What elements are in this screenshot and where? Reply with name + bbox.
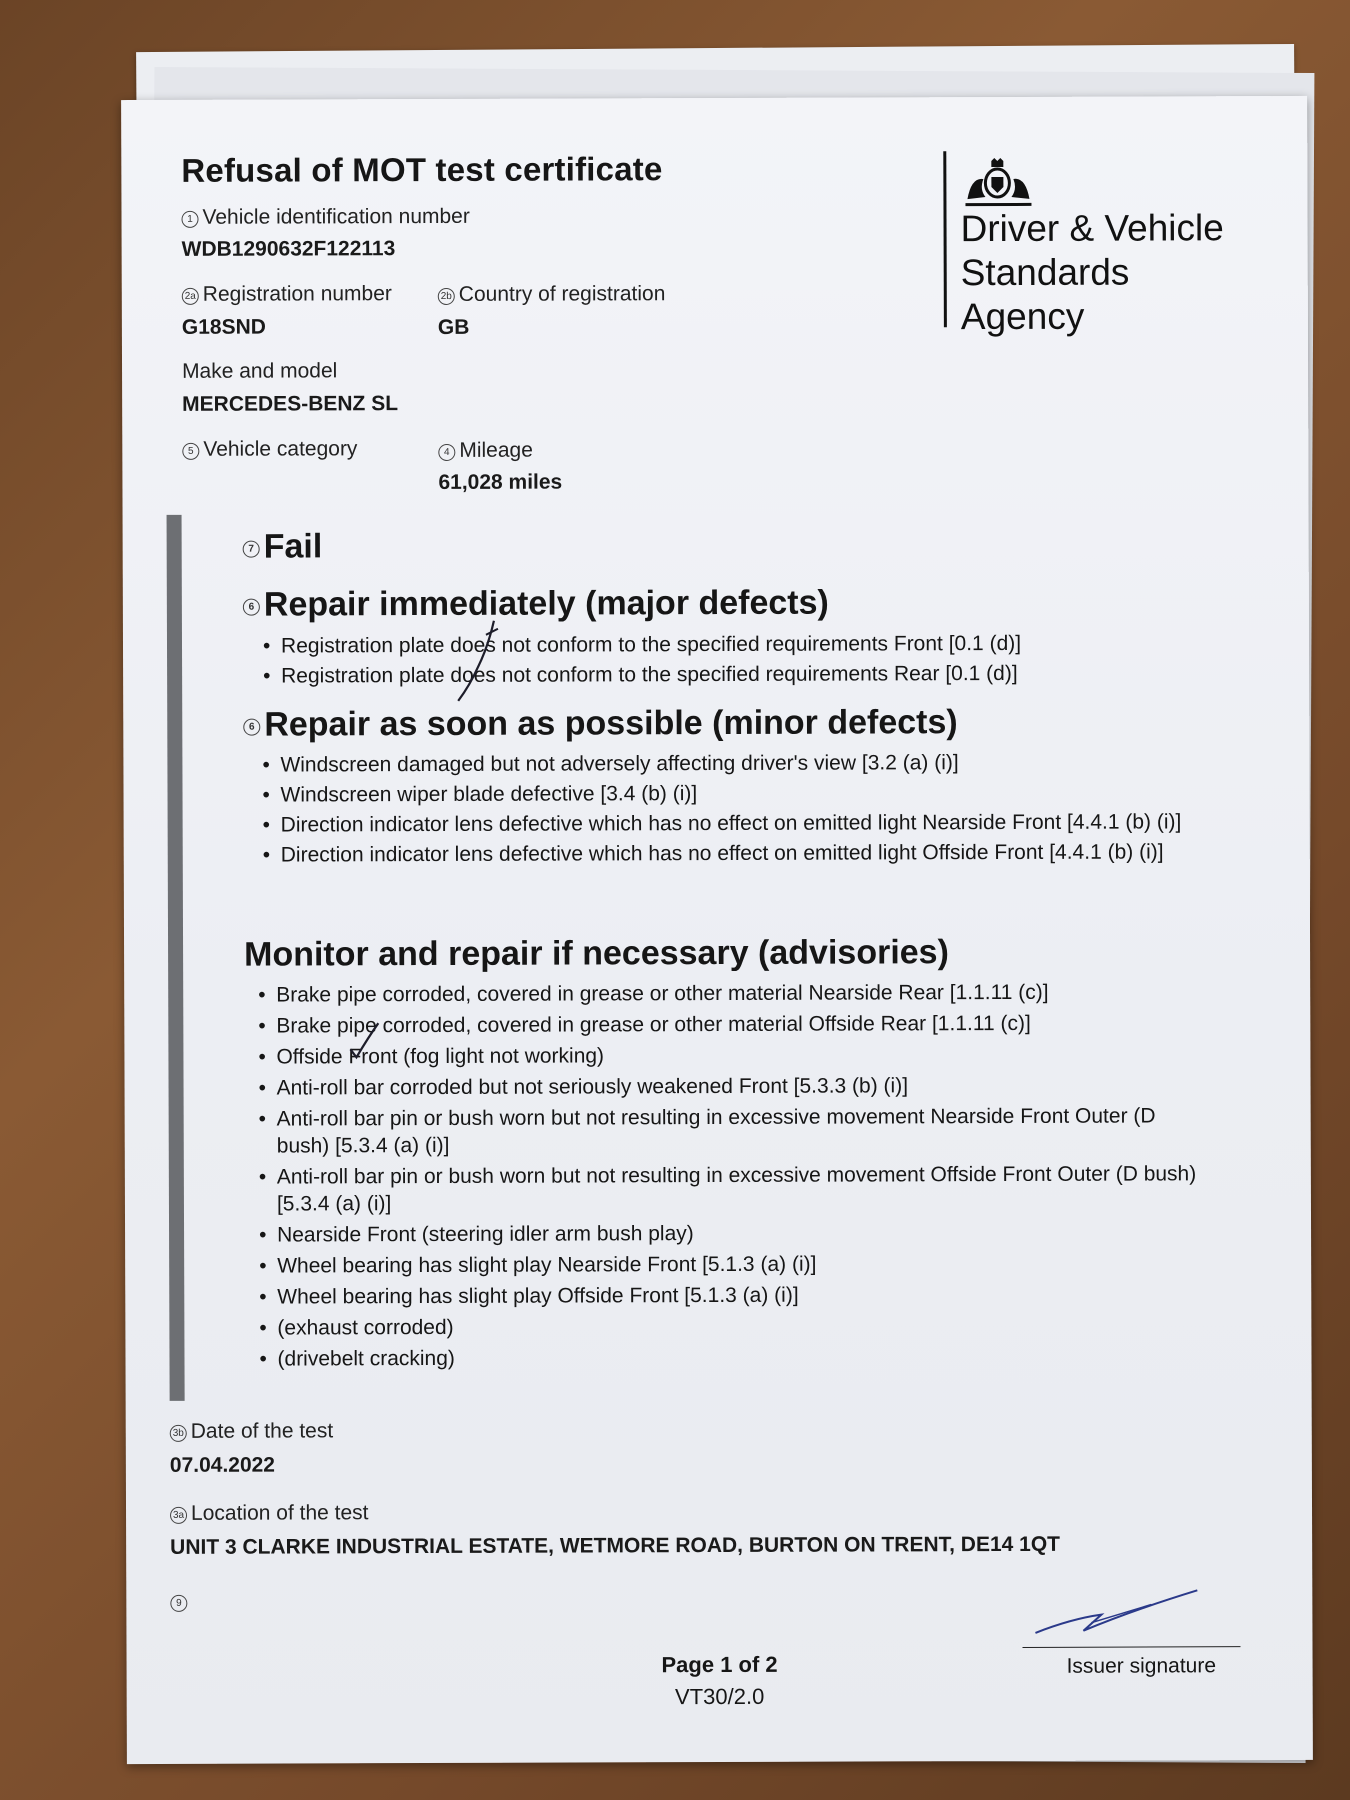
vin-value: WDB1290632F122113 — [181, 237, 396, 261]
country-label: Country of registration — [458, 282, 666, 306]
vin-label: Vehicle identification number — [202, 204, 470, 229]
agency-line-1: Driver & Vehicle — [960, 207, 1224, 250]
list-item: • Direction indicator lens defective which has no effect on emitted light Nearside Front [4.4.1 (b) (i)] — [263, 808, 1213, 838]
major-defects-heading — [243, 584, 829, 625]
results-side-bar — [167, 515, 185, 1401]
list-item: • Brake pipe corroded, covered in grease or other material Offside Rear [1.1.11 (c)] — [258, 1009, 1213, 1039]
list-item: • Wheel bearing has slight play Nearside Front [5.1.3 (a) (i)] — [259, 1249, 1214, 1279]
test-location-label: Location of the test — [190, 1501, 369, 1525]
make-model-value: MERCEDES-BENZ SL — [182, 392, 399, 416]
issuer-signature-label: Issuer signature — [1066, 1654, 1217, 1678]
test-location-label-row — [170, 1501, 369, 1526]
list-item: • Registration plate does not conform to the specified requirements Front [0.1 (d)] — [263, 628, 1263, 661]
list-item: • Offside Front (fog light not working) — [258, 1040, 1213, 1070]
minor-defects-list — [262, 748, 1212, 868]
list-item: • Registration plate does not conform to the specified requirements Rear [0.1 (d)] — [263, 658, 1263, 691]
page-title: Refusal of MOT test certificate — [181, 150, 663, 189]
list-item: • Windscreen damaged but not adversely affecting driver's view [3.2 (a) (i)] — [262, 748, 1212, 778]
list-item: • Brake pipe corroded, covered in grease or other material Nearside Rear [1.1.11 (c)] — [258, 978, 1213, 1008]
field-number: 1 — [181, 211, 198, 228]
list-item: • Nearside Front (steering idler arm bush play) — [259, 1218, 1214, 1248]
mileage-value: 61,028 miles — [438, 470, 563, 494]
country-value: GB — [437, 315, 470, 339]
category-label-row — [182, 437, 357, 462]
advisories-list — [258, 978, 1214, 1372]
field-number: 2a — [182, 288, 199, 305]
field-number: 6 — [243, 719, 260, 736]
issuer-signature-scribble — [1031, 1574, 1201, 1645]
country-label-row — [438, 282, 666, 307]
mileage-label-row — [438, 439, 533, 463]
registration-label-row — [182, 282, 392, 307]
field-number: 4 — [438, 444, 455, 461]
field-number: 3a — [170, 1507, 187, 1524]
result-fail: Fail — [263, 527, 323, 566]
list-item: • Anti-roll bar corroded but not seriously weakened Front [5.3.3 (b) (i)] — [259, 1071, 1214, 1101]
field-number: 5 — [182, 443, 199, 460]
list-item: • (exhaust corroded) — [259, 1311, 1214, 1341]
field-number: 6 — [243, 599, 260, 616]
royal-crest-icon — [961, 157, 1035, 209]
list-item: • Wheel bearing has slight play Offside Front [5.1.3 (a) (i)] — [259, 1280, 1214, 1310]
pen-tick-mark — [448, 617, 508, 707]
pen-tick-mark — [342, 1019, 386, 1063]
page-number: Page 1 of 2 — [661, 1651, 778, 1678]
registration-label: Registration number — [202, 282, 392, 306]
test-date-label-row — [170, 1419, 334, 1444]
make-model-label: Make and model — [182, 359, 338, 383]
field-number: 7 — [243, 541, 260, 558]
major-heading-text: Repair immediately (major defects) — [263, 583, 829, 624]
list-item: • Anti-roll bar pin or bush worn but not resulting in excessive movement Offside Front Outer (D bush) [5.3.4 (a) (i)] — [259, 1160, 1214, 1217]
registration-value: G18SND — [181, 315, 266, 339]
major-defects-list — [263, 628, 1263, 691]
agency-line-3: Agency — [960, 295, 1085, 338]
category-label: Vehicle category — [203, 437, 358, 461]
list-item: • (drivebelt cracking) — [259, 1342, 1214, 1372]
agency-line-2: Standards — [960, 251, 1130, 294]
test-date-label: Date of the test — [190, 1419, 334, 1443]
signature-line — [1023, 1646, 1241, 1648]
minor-defects-heading — [243, 703, 958, 744]
list-item: • Anti-roll bar pin or bush worn but not resulting in excessive movement Nearside Front Outer (D bush) [5.3.4 (a) (i)] — [259, 1102, 1214, 1159]
test-date-value: 07.04.2022 — [169, 1453, 276, 1477]
mileage-label: Mileage — [459, 438, 533, 462]
mot-certificate-page — [121, 96, 1313, 1764]
agency-name — [960, 206, 1224, 339]
issuer-number-row — [170, 1590, 191, 1614]
field-number: 2b — [438, 288, 455, 305]
vin-label-row — [181, 205, 469, 230]
field-number: 9 — [170, 1595, 187, 1612]
logo-divider — [943, 151, 947, 327]
test-location-value: UNIT 3 CLARKE INDUSTRIAL ESTATE, WETMORE ROAD, BURTON ON TRENT, DE14 1QT — [170, 1532, 1061, 1559]
list-item: • Direction indicator lens defective which has no effect on emitted light Offside Front [4.4.1 (b) (i)] — [263, 838, 1213, 868]
minor-heading-text: Repair as soon as possible (minor defects) — [264, 703, 958, 744]
advisories-heading: Monitor and repair if necessary (advisories) — [244, 933, 949, 974]
result-heading — [243, 527, 323, 566]
list-item: • Windscreen wiper blade defective [3.4 (b) (i)] — [262, 778, 1212, 808]
form-number: VT30/2.0 — [674, 1683, 765, 1710]
field-number: 3b — [170, 1425, 187, 1442]
